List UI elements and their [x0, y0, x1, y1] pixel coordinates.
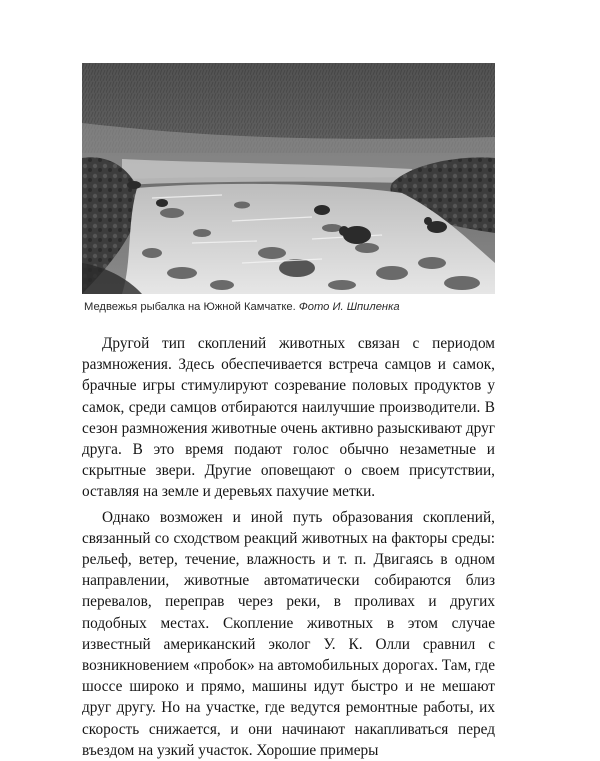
- bear-fishing-photo: [82, 63, 495, 294]
- photo-illustration: [82, 63, 495, 294]
- paragraph-environmental-aggregations: Однако возможен и иной путь образования скоплений, связанный со сходством реакций животных на факторы среды: рельеф, ветер, течение, влажность и т. п. Двигаясь в одном направлении, животные автоматически собираются близ перевалов, переправ через реки, в проливах и других подобных местах. Скопление животных в этом случае известный американский эколог У. К. Олли сравнил с возникновением «пробок» на автомобильных дорогах. Там, где шоссе широко и прямо, машины идут быстро и не мешают друг другу. Но на участке, где ведутся ремонтные работы, их скорость снижается, и они начинают накапливаться перед въездом на узкий участок. Хорошие примеры: [82, 508, 495, 759]
- caption-text: Медвежья рыбалка на Южной Камчатке.: [84, 301, 296, 313]
- caption-credit: Фото И. Шпиленка: [298, 301, 400, 313]
- paragraph-breeding-aggregations: Другой тип скоплений животных связан с периодом размножения. Здесь обеспечивается встреча самцов и самок, брачные игры стимулируют созревание половых продуктов у самок, среди самцов отбираются наилучшие производители. В сезон размножения животные очень активно разыскивают друг друга. В это время подают голос обычно незаметные и скрытные звери. Другие оповещают о своем присутствии, оставляя на земле и деревьях пахучие метки.: [82, 335, 495, 501]
- body-text: [82, 333, 495, 761]
- photo-caption: [84, 300, 504, 314]
